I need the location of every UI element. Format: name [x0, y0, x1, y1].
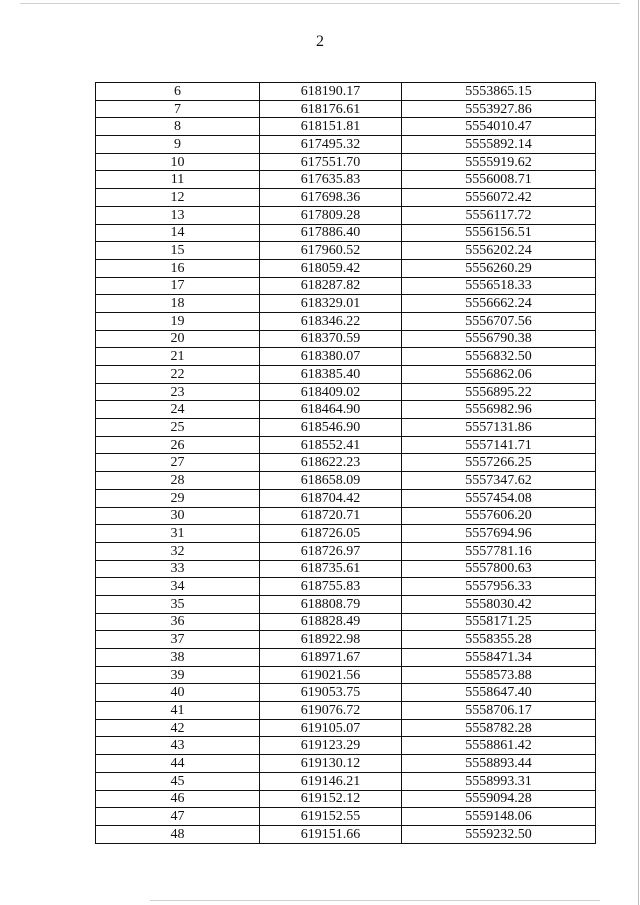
- x-coordinate-cell: 618720.71: [260, 507, 402, 525]
- x-coordinate-cell: 619021.56: [260, 666, 402, 684]
- table-row: [96, 631, 596, 649]
- x-coordinate-cell: 618287.82: [260, 277, 402, 295]
- x-coordinate-cell: 617809.28: [260, 206, 402, 224]
- point-number-cell: 30: [96, 507, 260, 525]
- point-number-cell: 43: [96, 737, 260, 755]
- y-coordinate-cell: 5559148.06: [402, 808, 596, 826]
- table-row: [96, 189, 596, 207]
- x-coordinate-cell: 617495.32: [260, 136, 402, 154]
- x-coordinate-cell: 618409.02: [260, 383, 402, 401]
- point-number-cell: 27: [96, 454, 260, 472]
- table-row: [96, 560, 596, 578]
- point-number-cell: 42: [96, 719, 260, 737]
- y-coordinate-cell: 5555892.14: [402, 136, 596, 154]
- table-row: [96, 525, 596, 543]
- page-edge-right: [638, 0, 639, 905]
- y-coordinate-cell: 5559094.28: [402, 790, 596, 808]
- table-row: [96, 436, 596, 454]
- point-number-cell: 12: [96, 189, 260, 207]
- table-row: [96, 737, 596, 755]
- y-coordinate-cell: 5556008.71: [402, 171, 596, 189]
- y-coordinate-cell: 5558782.28: [402, 719, 596, 737]
- point-number-cell: 37: [96, 631, 260, 649]
- y-coordinate-cell: 5556156.51: [402, 224, 596, 242]
- point-number-cell: 17: [96, 277, 260, 295]
- y-coordinate-cell: 5557606.20: [402, 507, 596, 525]
- table-row: [96, 613, 596, 631]
- y-coordinate-cell: 5558171.25: [402, 613, 596, 631]
- y-coordinate-cell: 5556518.33: [402, 277, 596, 295]
- point-number-cell: 32: [96, 542, 260, 560]
- point-number-cell: 38: [96, 649, 260, 667]
- x-coordinate-cell: 618971.67: [260, 649, 402, 667]
- table-row: [96, 790, 596, 808]
- table-row: [96, 312, 596, 330]
- table-row: [96, 454, 596, 472]
- table-row: [96, 719, 596, 737]
- x-coordinate-cell: 619152.55: [260, 808, 402, 826]
- y-coordinate-cell: 5557347.62: [402, 472, 596, 490]
- x-coordinate-cell: 619146.21: [260, 772, 402, 790]
- y-coordinate-cell: 5556117.72: [402, 206, 596, 224]
- point-number-cell: 40: [96, 684, 260, 702]
- x-coordinate-cell: 619152.12: [260, 790, 402, 808]
- y-coordinate-cell: 5556895.22: [402, 383, 596, 401]
- point-number-cell: 6: [96, 83, 260, 101]
- point-number-cell: 16: [96, 259, 260, 277]
- table-row: [96, 206, 596, 224]
- page-edge-bottom: [150, 900, 600, 901]
- coordinates-table: [95, 82, 596, 844]
- y-coordinate-cell: 5556260.29: [402, 259, 596, 277]
- y-coordinate-cell: 5557141.71: [402, 436, 596, 454]
- table-row: [96, 419, 596, 437]
- x-coordinate-cell: 618726.05: [260, 525, 402, 543]
- y-coordinate-cell: 5558030.42: [402, 595, 596, 613]
- x-coordinate-cell: 618385.40: [260, 366, 402, 384]
- x-coordinate-cell: 618658.09: [260, 472, 402, 490]
- y-coordinate-cell: 5555919.62: [402, 153, 596, 171]
- x-coordinate-cell: 617960.52: [260, 242, 402, 260]
- x-coordinate-cell: 618704.42: [260, 489, 402, 507]
- point-number-cell: 44: [96, 755, 260, 773]
- x-coordinate-cell: 617698.36: [260, 189, 402, 207]
- table-row: [96, 153, 596, 171]
- x-coordinate-cell: 619076.72: [260, 702, 402, 720]
- y-coordinate-cell: 5559232.50: [402, 825, 596, 843]
- y-coordinate-cell: 5558861.42: [402, 737, 596, 755]
- point-number-cell: 25: [96, 419, 260, 437]
- coordinates-table-body: [96, 83, 596, 844]
- x-coordinate-cell: 618151.81: [260, 118, 402, 136]
- x-coordinate-cell: 618370.59: [260, 330, 402, 348]
- y-coordinate-cell: 5557266.25: [402, 454, 596, 472]
- table-row: [96, 100, 596, 118]
- x-coordinate-cell: 618735.61: [260, 560, 402, 578]
- point-number-cell: 33: [96, 560, 260, 578]
- point-number-cell: 15: [96, 242, 260, 260]
- x-coordinate-cell: 618329.01: [260, 295, 402, 313]
- point-number-cell: 19: [96, 312, 260, 330]
- table-row: [96, 259, 596, 277]
- y-coordinate-cell: 5557694.96: [402, 525, 596, 543]
- page-edge-top: [20, 3, 620, 4]
- y-coordinate-cell: 5558893.44: [402, 755, 596, 773]
- y-coordinate-cell: 5556790.38: [402, 330, 596, 348]
- x-coordinate-cell: 617635.83: [260, 171, 402, 189]
- x-coordinate-cell: 619105.07: [260, 719, 402, 737]
- x-coordinate-cell: 618346.22: [260, 312, 402, 330]
- point-number-cell: 13: [96, 206, 260, 224]
- x-coordinate-cell: 619151.66: [260, 825, 402, 843]
- table-row: [96, 649, 596, 667]
- y-coordinate-cell: 5558647.40: [402, 684, 596, 702]
- point-number-cell: 47: [96, 808, 260, 826]
- point-number-cell: 22: [96, 366, 260, 384]
- x-coordinate-cell: 618726.97: [260, 542, 402, 560]
- point-number-cell: 23: [96, 383, 260, 401]
- table-row: [96, 136, 596, 154]
- point-number-cell: 36: [96, 613, 260, 631]
- point-number-cell: 34: [96, 578, 260, 596]
- x-coordinate-cell: 618059.42: [260, 259, 402, 277]
- x-coordinate-cell: 618380.07: [260, 348, 402, 366]
- point-number-cell: 18: [96, 295, 260, 313]
- point-number-cell: 35: [96, 595, 260, 613]
- table-row: [96, 348, 596, 366]
- x-coordinate-cell: 618828.49: [260, 613, 402, 631]
- x-coordinate-cell: 618190.17: [260, 83, 402, 101]
- point-number-cell: 11: [96, 171, 260, 189]
- y-coordinate-cell: 5557956.33: [402, 578, 596, 596]
- point-number-cell: 26: [96, 436, 260, 454]
- table-row: [96, 366, 596, 384]
- y-coordinate-cell: 5558993.31: [402, 772, 596, 790]
- y-coordinate-cell: 5558471.34: [402, 649, 596, 667]
- x-coordinate-cell: 618176.61: [260, 100, 402, 118]
- x-coordinate-cell: 617551.70: [260, 153, 402, 171]
- y-coordinate-cell: 5557800.63: [402, 560, 596, 578]
- y-coordinate-cell: 5558573.88: [402, 666, 596, 684]
- table-row: [96, 595, 596, 613]
- y-coordinate-cell: 5556662.24: [402, 295, 596, 313]
- table-row: [96, 825, 596, 843]
- page-number: 2: [316, 33, 324, 50]
- table-row: [96, 242, 596, 260]
- x-coordinate-cell: 618552.41: [260, 436, 402, 454]
- table-row: [96, 542, 596, 560]
- table-row: [96, 171, 596, 189]
- y-coordinate-cell: 5556707.56: [402, 312, 596, 330]
- point-number-cell: 9: [96, 136, 260, 154]
- table-row: [96, 507, 596, 525]
- point-number-cell: 31: [96, 525, 260, 543]
- y-coordinate-cell: 5554010.47: [402, 118, 596, 136]
- x-coordinate-cell: 619053.75: [260, 684, 402, 702]
- y-coordinate-cell: 5556832.50: [402, 348, 596, 366]
- table-row: [96, 401, 596, 419]
- y-coordinate-cell: 5557131.86: [402, 419, 596, 437]
- point-number-cell: 24: [96, 401, 260, 419]
- table-row: [96, 224, 596, 242]
- x-coordinate-cell: 619130.12: [260, 755, 402, 773]
- point-number-cell: 8: [96, 118, 260, 136]
- table-row: [96, 666, 596, 684]
- point-number-cell: 21: [96, 348, 260, 366]
- point-number-cell: 46: [96, 790, 260, 808]
- point-number-cell: 7: [96, 100, 260, 118]
- x-coordinate-cell: 618755.83: [260, 578, 402, 596]
- x-coordinate-cell: 618922.98: [260, 631, 402, 649]
- table-row: [96, 277, 596, 295]
- point-number-cell: 29: [96, 489, 260, 507]
- y-coordinate-cell: 5553865.15: [402, 83, 596, 101]
- y-coordinate-cell: 5553927.86: [402, 100, 596, 118]
- table-row: [96, 578, 596, 596]
- point-number-cell: 14: [96, 224, 260, 242]
- y-coordinate-cell: 5558706.17: [402, 702, 596, 720]
- x-coordinate-cell: 618622.23: [260, 454, 402, 472]
- x-coordinate-cell: 618808.79: [260, 595, 402, 613]
- y-coordinate-cell: 5556072.42: [402, 189, 596, 207]
- x-coordinate-cell: 617886.40: [260, 224, 402, 242]
- table-row: [96, 330, 596, 348]
- table-row: [96, 83, 596, 101]
- x-coordinate-cell: 618546.90: [260, 419, 402, 437]
- y-coordinate-cell: 5557781.16: [402, 542, 596, 560]
- y-coordinate-cell: 5556862.06: [402, 366, 596, 384]
- table-row: [96, 489, 596, 507]
- point-number-cell: 28: [96, 472, 260, 490]
- table-row: [96, 118, 596, 136]
- y-coordinate-cell: 5556982.96: [402, 401, 596, 419]
- point-number-cell: 48: [96, 825, 260, 843]
- table-row: [96, 755, 596, 773]
- x-coordinate-cell: 618464.90: [260, 401, 402, 419]
- table-row: [96, 684, 596, 702]
- table-row: [96, 383, 596, 401]
- point-number-cell: 39: [96, 666, 260, 684]
- y-coordinate-cell: 5558355.28: [402, 631, 596, 649]
- y-coordinate-cell: 5557454.08: [402, 489, 596, 507]
- table-row: [96, 702, 596, 720]
- point-number-cell: 41: [96, 702, 260, 720]
- table-row: [96, 808, 596, 826]
- point-number-cell: 45: [96, 772, 260, 790]
- y-coordinate-cell: 5556202.24: [402, 242, 596, 260]
- point-number-cell: 10: [96, 153, 260, 171]
- table-row: [96, 295, 596, 313]
- x-coordinate-cell: 619123.29: [260, 737, 402, 755]
- table-row: [96, 472, 596, 490]
- table-row: [96, 772, 596, 790]
- point-number-cell: 20: [96, 330, 260, 348]
